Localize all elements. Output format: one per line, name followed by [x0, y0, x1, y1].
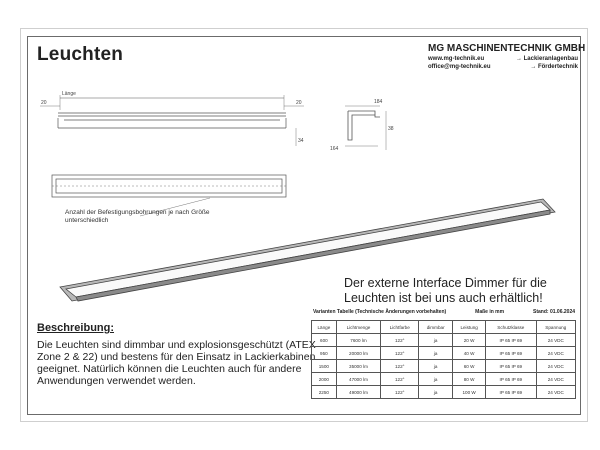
- table-cell: ja: [419, 386, 453, 399]
- table-cell: IP 65 IP 69: [486, 373, 536, 386]
- description-heading: Beschreibung:: [37, 322, 115, 334]
- table-cell: 35000 lm: [336, 360, 380, 373]
- dimmer-note: Der externe Interface Dimmer für die Leuchten ist bei uns auch erhältlich!: [344, 276, 547, 305]
- table-cell: 47000 lm: [336, 373, 380, 386]
- table-cell: 40 W: [453, 347, 486, 360]
- dim-profile-top: 184: [374, 99, 383, 105]
- col-protection: Schutzklasse: [486, 321, 536, 334]
- table-cell: 950: [312, 347, 337, 360]
- table-cell: IP 65 IP 69: [486, 334, 536, 347]
- table-row: [312, 373, 576, 386]
- table-cell: 122°: [381, 334, 419, 347]
- table-cell: 24 VDC: [536, 373, 575, 386]
- side-view-profile: [345, 106, 386, 150]
- dim-height: 34: [298, 138, 304, 144]
- table-cell: 600: [312, 334, 337, 347]
- table-units: Maße in mm: [475, 309, 505, 315]
- variants-table: [311, 320, 576, 399]
- table-cell: 24 VDC: [536, 347, 575, 360]
- top-view-profile: [40, 95, 304, 146]
- table-row: [312, 360, 576, 373]
- table-cell: IP 65 IP 69: [486, 386, 536, 399]
- table-caption-title: Varianten Tabelle (Technische Änderungen vorbehalten): [313, 309, 447, 315]
- table-cell: 60 W: [453, 360, 486, 373]
- table-cell: 2250: [312, 386, 337, 399]
- table-caption: [313, 309, 575, 315]
- col-power: Leistung: [453, 321, 486, 334]
- table-cell: 122°: [381, 386, 419, 399]
- table-cell: 122°: [381, 360, 419, 373]
- table-row: [312, 386, 576, 399]
- table-cell: 2000: [312, 373, 337, 386]
- company-line1: → Lackieranlagenbau: [515, 56, 578, 62]
- table-cell: ja: [419, 360, 453, 373]
- table-cell: 7600 lm: [336, 334, 380, 347]
- table-cell: IP 65 IP 69: [486, 347, 536, 360]
- table-cell: 20000 lm: [336, 347, 380, 360]
- company-name: MG MASCHINENTECHNIK GMBH: [428, 43, 586, 54]
- table-cell: 122°: [381, 373, 419, 386]
- drilling-note: Anzahl der Befestigungsbohrungen je nach Größe unterschiedlich: [65, 209, 210, 224]
- table-cell: 24 VDC: [536, 360, 575, 373]
- col-lumen: Lichtmenge: [336, 321, 380, 334]
- col-length: Länge: [312, 321, 337, 334]
- table-cell: 122°: [381, 347, 419, 360]
- dim-left: 20: [41, 100, 47, 106]
- table-row: [312, 334, 576, 347]
- company-line2: → Fördertechnik: [530, 63, 578, 70]
- table-date: Stand: 01.06.2024: [533, 309, 575, 315]
- dim-profile-bottom: 164: [330, 146, 339, 152]
- table-cell: 20 W: [453, 334, 486, 347]
- table-cell: ja: [419, 373, 453, 386]
- front-view: [52, 175, 286, 197]
- company-email-link[interactable]: office@mg-technik.eu: [428, 63, 491, 70]
- col-voltage: Spannung: [536, 321, 575, 334]
- col-dimmable: dimmbar: [419, 321, 453, 334]
- table-cell: ja: [419, 347, 453, 360]
- col-beam: Lichtfarbe: [381, 321, 419, 334]
- dim-right: 20: [296, 100, 302, 106]
- table-cell: 24 VDC: [536, 334, 575, 347]
- dim-profile-side: 38: [388, 126, 394, 132]
- table-cell: 100 W: [453, 386, 486, 399]
- company-web-link[interactable]: www.mg-technik.eu: [428, 56, 485, 62]
- page-title: Leuchten: [37, 44, 124, 65]
- table-row: [312, 347, 576, 360]
- table-cell: 1500: [312, 360, 337, 373]
- table-cell: 49000 lm: [336, 386, 380, 399]
- table-cell: 24 VDC: [536, 386, 575, 399]
- table-cell: ja: [419, 334, 453, 347]
- table-cell: IP 65 IP 69: [486, 360, 536, 373]
- table-header-row: [312, 321, 576, 334]
- description-text: Die Leuchten sind dimmbar und explosionsgeschützt (ATEX Zone 2 & 22) und bestens für den Einsatz in Lackierkabinen geeignet. Natürlich können die Leuchten auch für andere Anwendungen verwendet werden.: [37, 339, 316, 387]
- table-cell: 80 W: [453, 373, 486, 386]
- dim-length: Länge: [62, 91, 76, 97]
